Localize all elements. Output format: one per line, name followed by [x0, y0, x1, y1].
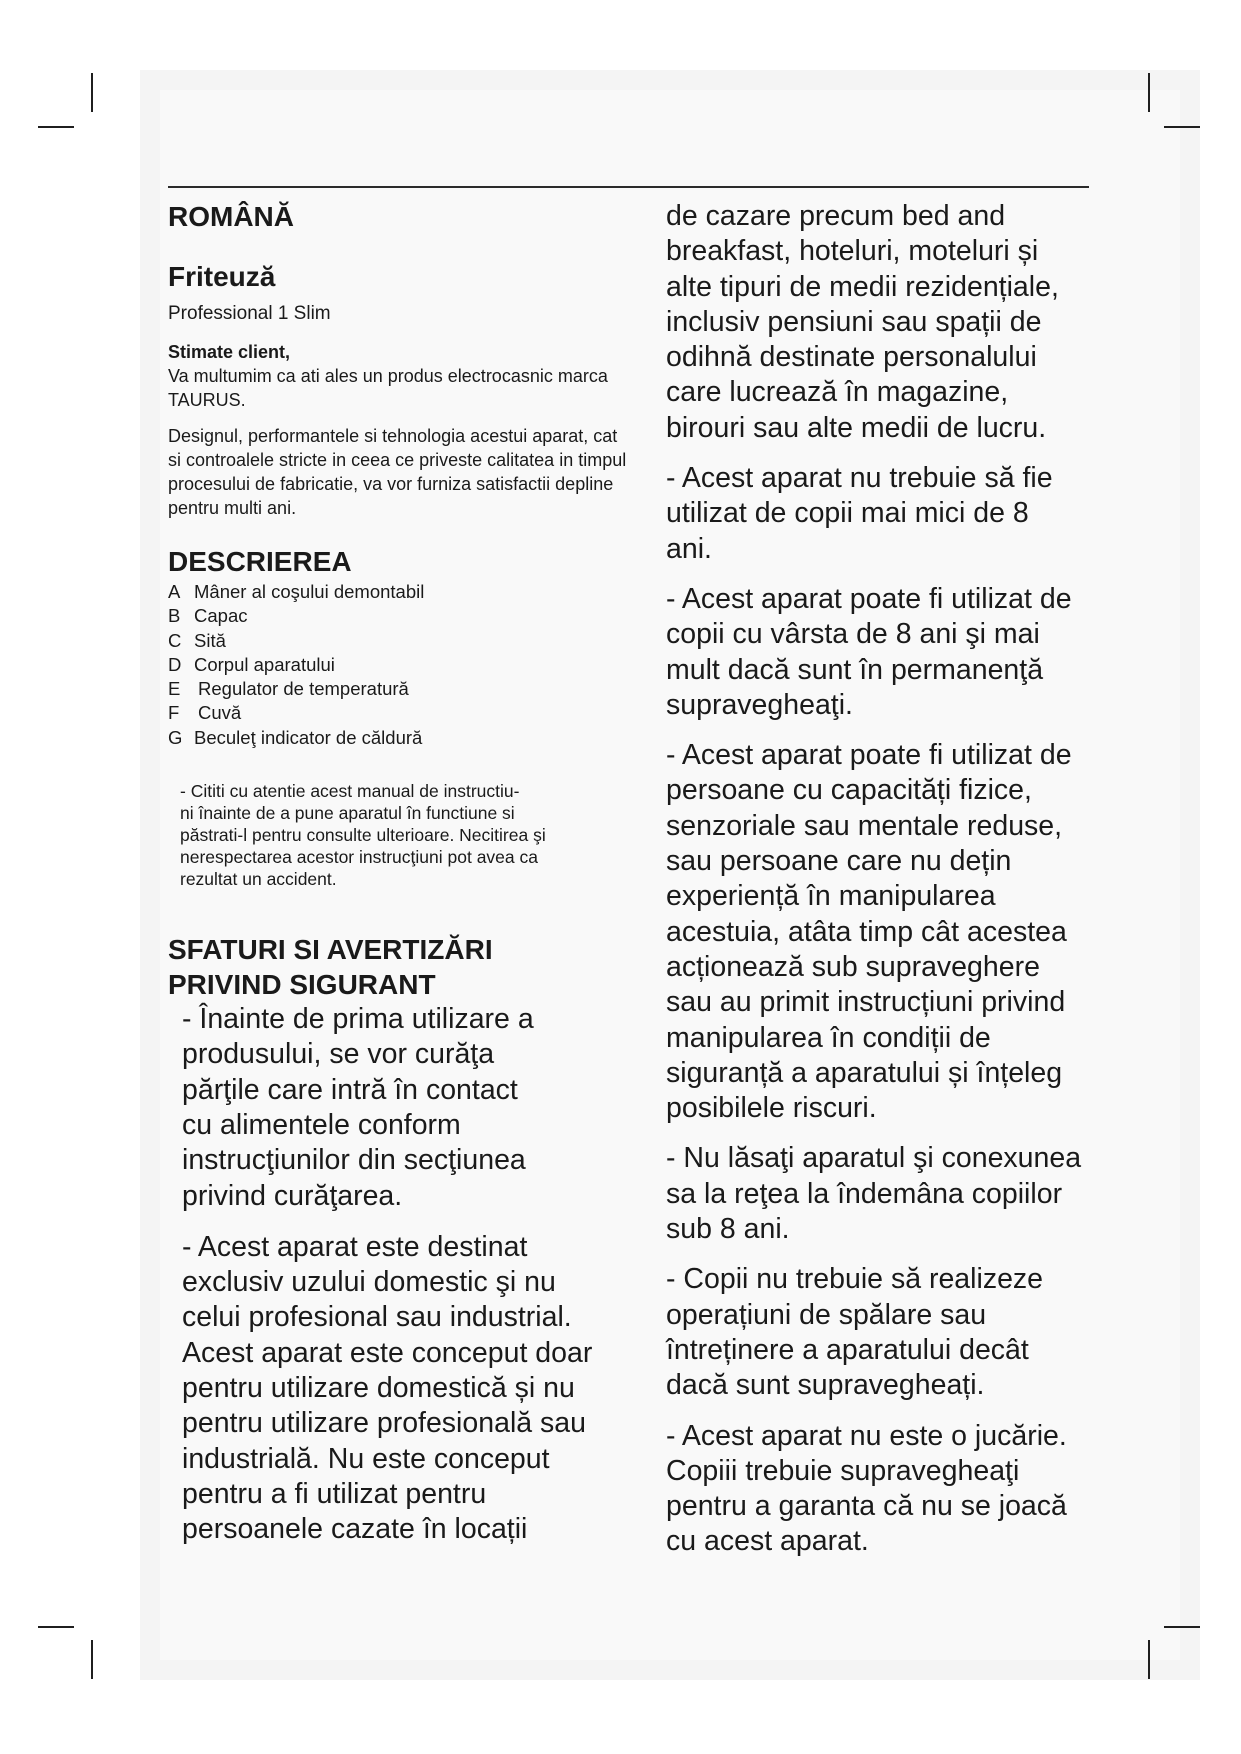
crop-mark-bottom-left-horizontal [38, 1626, 74, 1628]
safety-paragraph-continued: de cazare precum bed and breakfast, hoteluri, moteluri și alte tipuri de medii rezidențiale, inclusiv pensiuni sau spații de odihnă destinate personalului care lucrează în magazine, birouri sau alte medii de lucru. [666, 200, 1059, 444]
list-item: A Mâner al coşului demontabil [168, 581, 425, 602]
list-item: D Corpul aparatului [168, 653, 335, 675]
list-item: G Beculeţ indicator de căldură [168, 726, 423, 748]
list-item: E Regulator de temperatură [168, 678, 409, 700]
left-column [168, 200, 638, 1548]
parts-list [168, 580, 638, 750]
safety-paragraph-2: - Acest aparat este destinat exclusiv uzului domestic şi nu celui profesional sau industrial. Acest aparat este conceput doar pentru utilizare domestică și nu pentru utilizare profesională sau industrială. Nu este conceput pentru a fi utilizat pentru persoanele cazate în locații [182, 1230, 593, 1546]
safety-heading: SFATURI SI AVERTIZĂRI PRIVIND SIGURANT [168, 934, 493, 1001]
crop-mark-bottom-right-vertical [1148, 1640, 1150, 1679]
safety-paragraph-not-a-toy: - Acest aparat nu este o jucărie. Copiii trebuie supravegheaţi pentru a garanta că nu se joacă cu acest aparat. [666, 1419, 1067, 1558]
right-column [666, 199, 1121, 1560]
model-name: Professional 1 Slim [168, 303, 331, 324]
greeting: Stimate client, [168, 342, 291, 362]
safety-paragraph-keep-away: - Nu lăsaţi aparatul şi conexunea sa la reţea la îndemâna copiilor sub 8 ani. [666, 1142, 1082, 1246]
crop-mark-top-left-horizontal [38, 126, 74, 128]
crop-mark-top-left-vertical [91, 73, 93, 112]
crop-mark-bottom-left-vertical [91, 1640, 93, 1679]
crop-mark-top-right-horizontal [1164, 126, 1200, 128]
crop-mark-top-right-vertical [1148, 73, 1150, 112]
description-heading: DESCRIEREA [168, 546, 352, 577]
read-manual-notice: - Cititi cu atentie acest manual de instructiu- ni înainte de a pune aparatul în functiune si păstrati-l pentru consulte ulterioare. Necitirea şi nerespectarea acestor instrucţiuni pot avea ca rezultat un accident. [180, 781, 546, 890]
safety-paragraph-children-under-8: - Acest aparat nu trebuie să fie utilizat de copii mai mici de 8 ani. [666, 462, 1053, 565]
list-item: C Sită [168, 629, 226, 651]
thanks-text: Va multumim ca ati ales un produs electrocasnic marca TAURUS. [168, 366, 608, 410]
safety-paragraph-children-8-plus: - Acest aparat poate fi utilizat de copii cu vârsta de 8 ani şi mai mult dacă sunt în permanenţă supravegheaţi. [666, 582, 1072, 721]
safety-paragraph-reduced-capacity: - Acest aparat poate fi utilizat de persoane cu capacități fizice, senzoriale sau mentale reduse, sau persoane care nu dețin experiență în manipularea acestuia, atâta timp cât acestea acționează sub supraveghere sau au primit instrucțiuni privind manipularea în condiții de siguranță a aparatului și înțeleg posibilele riscuri. [666, 739, 1072, 1125]
safety-paragraph-cleaning: - Copii nu trebuie să realizeze operațiuni de spălare sau întreținere a aparatului decât dacă sunt supravegheați. [666, 1263, 1044, 1402]
list-item: F Cuvă [168, 702, 242, 724]
product-type-heading: Friteuză [168, 261, 276, 292]
safety-paragraph-1: - Înainte de prima utilizare a produsului, se vor curăţa părţile care intră în contact cu alimentele conform instrucţiunilor din secţiunea privind curăţarea. [182, 1003, 534, 1212]
language-heading: ROMÂNĂ [168, 201, 294, 232]
crop-mark-bottom-right-horizontal [1164, 1626, 1200, 1628]
header-rule [168, 186, 1089, 188]
list-item: B Capac [168, 605, 248, 627]
intro-description: Designul, performantele si tehnologia acestui aparat, cat si controalele stricte in ceea ce priveste calitatea in timpul procesului de fabricatie, va vor furniza satisfactii depline pentru multi ani. [168, 426, 627, 518]
